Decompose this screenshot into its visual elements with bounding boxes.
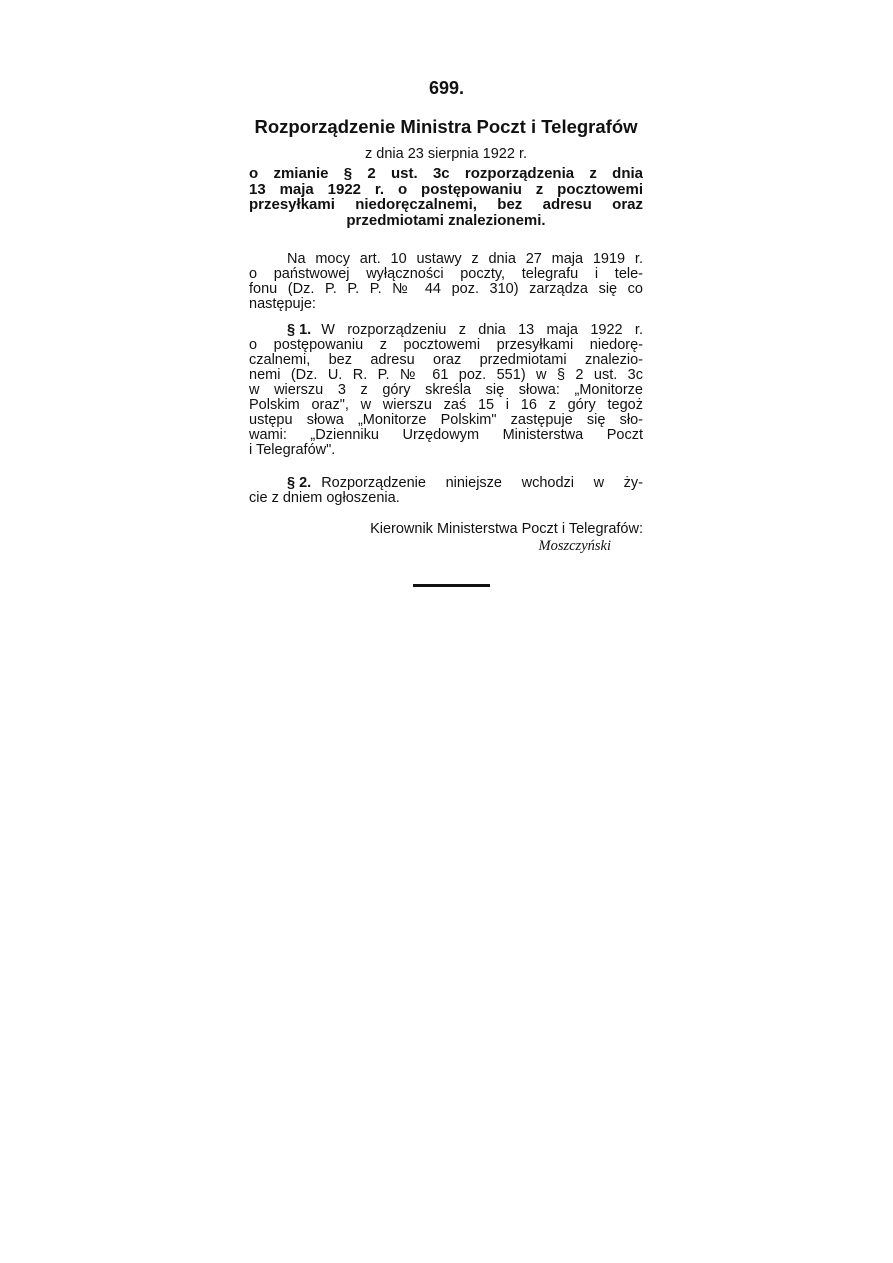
- paragraph-line: o państwowej wyłączności poczty, telegrafu i tele-: [249, 267, 643, 282]
- paragraph-line: Polskim oraz", w wierszu zaś 15 i 16 z góry tegoż: [249, 398, 643, 413]
- subject-line: przedmiotami znalezionemi.: [346, 211, 546, 229]
- section-1: [249, 323, 643, 458]
- section-2-label: § 2.: [287, 475, 312, 491]
- signature-title: Kierownik Ministerstwa Poczt i Telegrafów:: [370, 521, 643, 537]
- subject-line: przesyłkami niedoręczalnemi, bez adresu oraz: [249, 197, 643, 213]
- paragraph-line: Rozporządzenie niniejsze wchodzi w ży-: [321, 476, 643, 491]
- preamble-paragraph: [249, 252, 643, 312]
- paragraph-line: ustępu słowa „Monitorze Polskim" zastępuje się sło-: [249, 413, 643, 428]
- section-1-label: § 1.: [287, 322, 312, 338]
- signature-name: Moszczyński: [538, 538, 611, 554]
- paragraph-line: o postępowaniu z pocztowemi przesyłkami niedorę-: [249, 338, 643, 353]
- paragraph-line: Na mocy art. 10 ustawy z dnia 27 maja 1919 r.: [287, 252, 643, 267]
- subject-line: 13 maja 1922 r. o postępowaniu z pocztowemi: [249, 181, 643, 197]
- paragraph-line: cie z dniem ogłoszenia.: [249, 490, 400, 506]
- paragraph-line: nemi (Dz. U. R. P. № 61 poz. 551) w § 2 ust. 3c: [249, 368, 643, 383]
- paragraph-line: wami: „Dzienniku Urzędowym Ministerstwa Poczt: [249, 428, 643, 443]
- paragraph-line: i Telegrafów".: [249, 442, 336, 458]
- subject-line: o zmianie § 2 ust. 3c rozporządzenia z dnia: [249, 166, 643, 182]
- paragraph-line: następuje:: [249, 296, 316, 312]
- paragraph-line: czalnemi, bez adresu oraz przedmiotami znalezio-: [249, 353, 643, 368]
- document-title: Rozporządzenie Ministra Poczt i Telegrafów: [254, 116, 638, 137]
- closing-rule: [413, 584, 490, 587]
- paragraph-line: fonu (Dz. P. P. P. № 44 poz. 310) zarządza się co: [249, 282, 643, 297]
- document-date: z dnia 23 sierpnia 1922 r.: [364, 146, 528, 162]
- section-2: [249, 476, 643, 506]
- act-number: 699.: [428, 78, 465, 98]
- document-subject: [249, 166, 643, 228]
- paragraph-line: w wierszu 3 z góry skreśla się słowa: „Monitorze: [249, 383, 643, 398]
- paragraph-line: W rozporządzeniu z dnia 13 maja 1922 r.: [321, 323, 643, 338]
